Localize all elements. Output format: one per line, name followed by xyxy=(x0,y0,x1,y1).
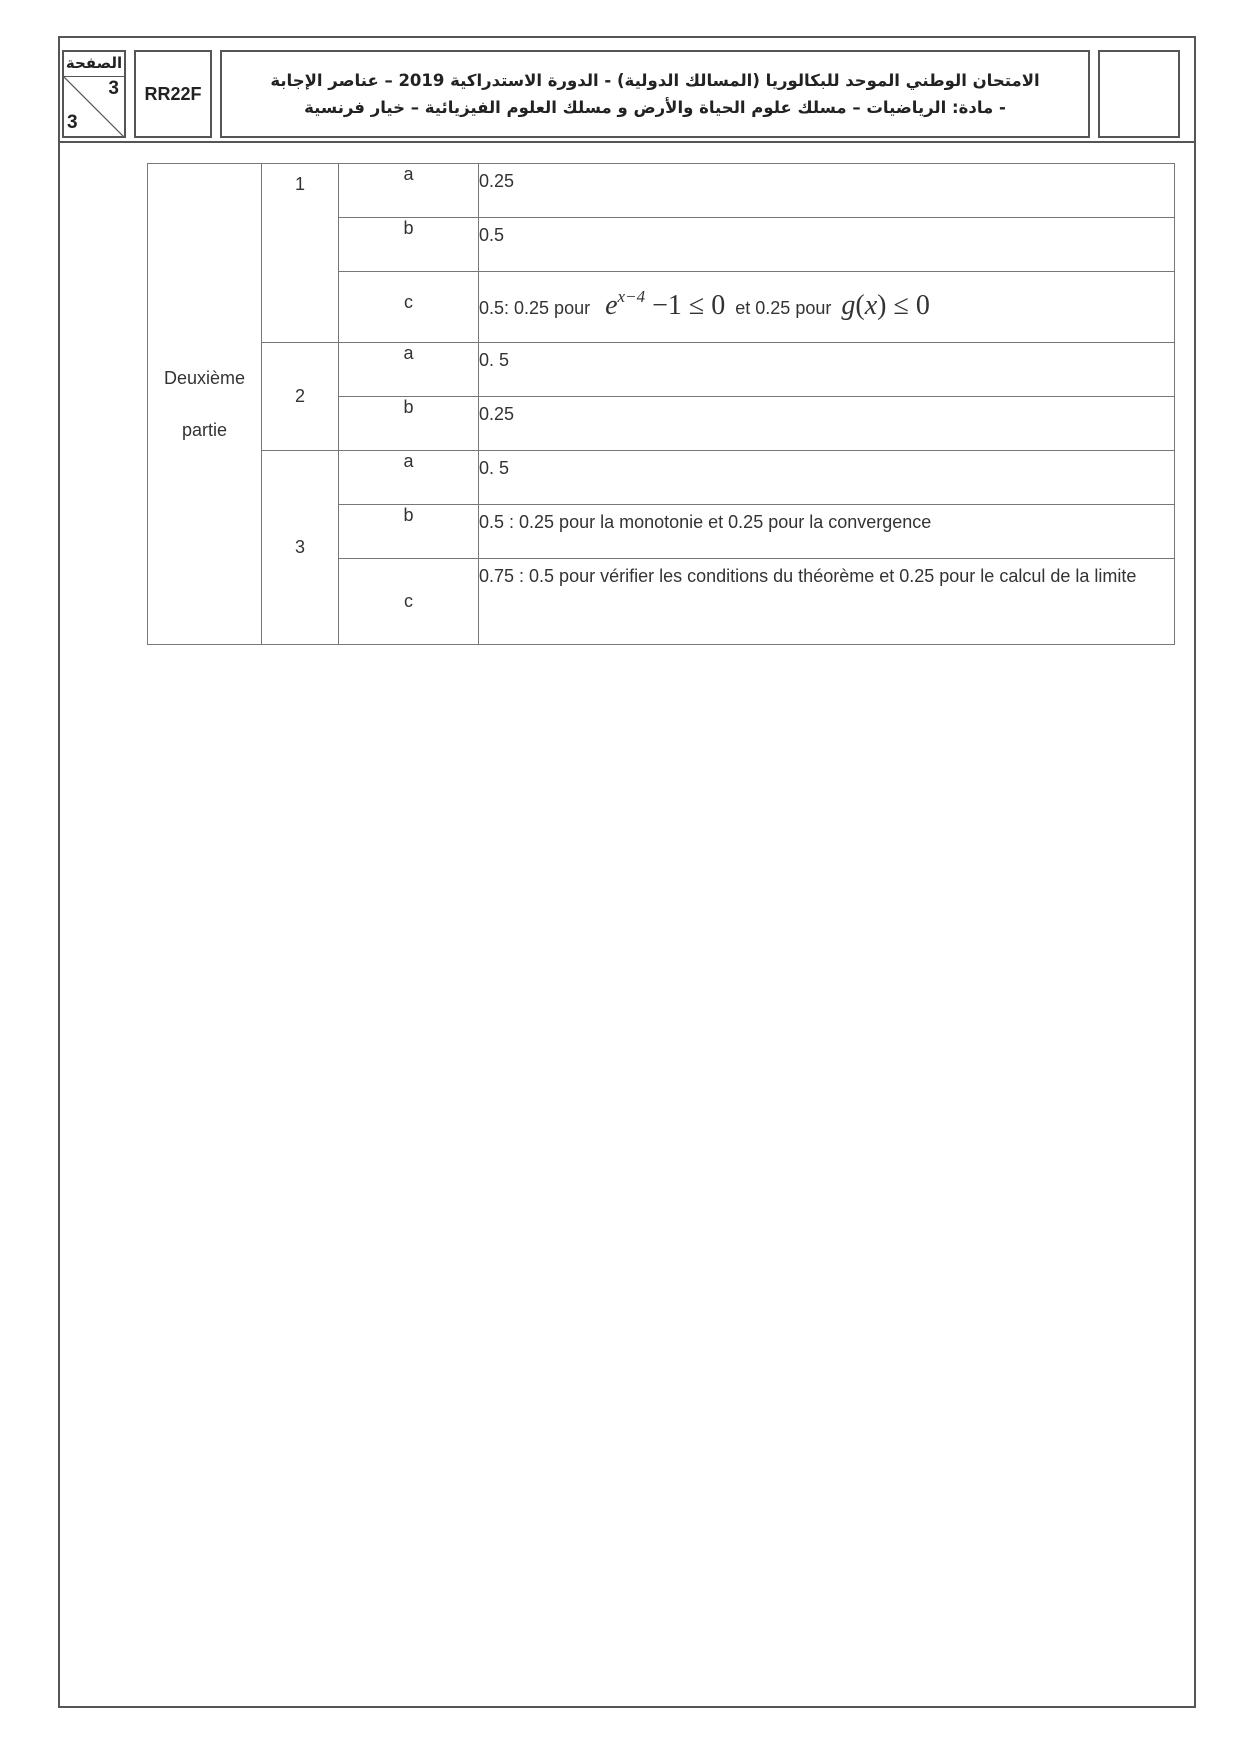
grading-text: 0.25 xyxy=(479,397,1175,451)
sub-question: a xyxy=(339,451,479,505)
grading-text: 0.75 : 0.5 pour vérifier les conditions du théorème et 0.25 pour le calcul de la limite xyxy=(479,559,1175,645)
question-number: 3 xyxy=(262,451,339,645)
part-label-line2: partie xyxy=(181,420,228,440)
g-function: g xyxy=(841,289,856,321)
grading-text: 0.5 xyxy=(479,218,1175,272)
sub-question: c xyxy=(339,559,479,645)
sub-question: a xyxy=(339,164,479,218)
exam-title-line2: - مادة: الرياضيات – مسلك علوم الحياة والأرض و مسلك العلوم الفيزيائية – خيار فرنسية xyxy=(304,98,1006,117)
part-cell xyxy=(148,164,262,645)
question-number: 1 xyxy=(262,164,339,343)
exam-code: RR22F xyxy=(144,83,202,104)
g-argument: x xyxy=(864,289,878,321)
formula-prefix: 0.5: 0.25 pour xyxy=(479,297,591,318)
table-row xyxy=(148,164,1175,218)
table-row xyxy=(148,343,1175,397)
grading-text: 0. 5 xyxy=(479,451,1175,505)
page-number-box xyxy=(62,50,126,138)
grading-table xyxy=(147,163,1175,645)
grading-text: 0.25 xyxy=(479,164,1175,218)
grading-text: 0. 5 xyxy=(479,343,1175,397)
page-current: 3 xyxy=(108,78,119,99)
exp-exponent: x−4 xyxy=(617,286,646,306)
page-label: الصفحة xyxy=(65,54,123,72)
question-number: 2 xyxy=(262,343,339,451)
part-label-line1: Deuxième xyxy=(163,368,246,388)
formula-g-inequality: g(x) ≤ 0 xyxy=(841,289,930,321)
table-row xyxy=(148,451,1175,505)
grading-text: 0.5 : 0.25 pour la monotonie et 0.25 pour la convergence xyxy=(479,505,1175,559)
sub-question: b xyxy=(339,218,479,272)
grading-formula xyxy=(479,272,1175,343)
sub-question: a xyxy=(339,343,479,397)
sub-question: b xyxy=(339,505,479,559)
formula-exp-inequality xyxy=(605,286,726,321)
page-total: 3 xyxy=(67,112,78,133)
exam-code-box xyxy=(134,50,212,138)
exam-title-line1: الامتحان الوطني الموحد للبكالوريا (المسالك الدولية) - الدورة الاستدراكية 2019 – عناصر الإجابة xyxy=(270,71,1040,90)
exp-base: e xyxy=(605,289,618,321)
header-blank-box xyxy=(1098,50,1180,138)
g-rest: ≤ 0 xyxy=(886,289,930,321)
exam-title-box xyxy=(220,50,1090,138)
header-divider xyxy=(58,141,1196,143)
sub-question: b xyxy=(339,397,479,451)
formula-mid: et 0.25 pour xyxy=(735,297,832,318)
sub-question: c xyxy=(339,272,479,343)
exp-rest: −1 ≤ 0 xyxy=(645,289,726,321)
